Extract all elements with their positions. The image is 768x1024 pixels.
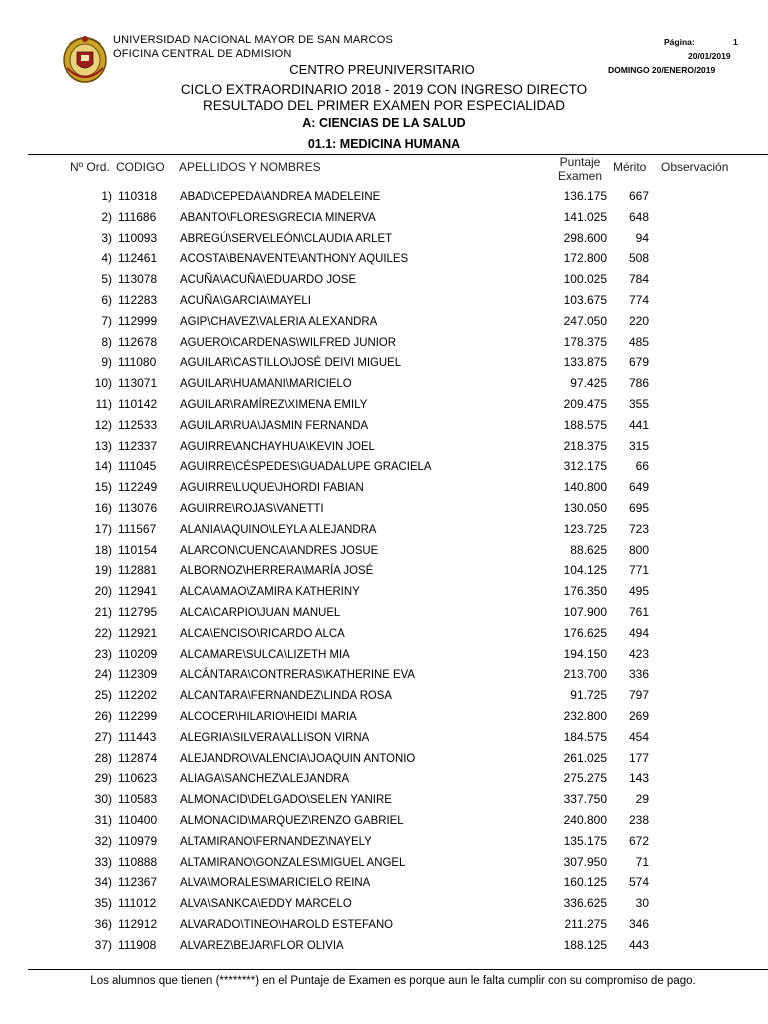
row-merit: 336 bbox=[628, 667, 649, 682]
row-name: AGUERO\CARDENAS\WILFRED JUNIOR bbox=[180, 334, 396, 349]
table-row bbox=[0, 186, 768, 207]
row-merit: 177 bbox=[628, 750, 649, 765]
row-code: 110093 bbox=[118, 230, 158, 245]
row-score: 172.800 bbox=[563, 251, 607, 266]
row-name: ALVARADO\TINEO\HAROLD ESTEFANO bbox=[180, 917, 394, 931]
page-number: 1 bbox=[733, 37, 738, 47]
row-ord: 14) bbox=[94, 459, 112, 474]
row-name: AGUIRRE\CÉSPEDES\GUADALUPE GRACIELA bbox=[180, 459, 432, 474]
row-name: AGUILAR\RUA\JASMIN FERNANDA bbox=[180, 417, 369, 432]
row-score: 140.800 bbox=[563, 480, 607, 495]
row-score: 213.700 bbox=[563, 667, 607, 682]
row-name: ALCA\CARPIO\JUAN MANUEL bbox=[180, 605, 341, 619]
row-name: ALCÁNTARA\CONTRERAS\KATHERINE EVA bbox=[180, 667, 416, 682]
row-code: 112533 bbox=[118, 417, 158, 432]
row-ord: 4) bbox=[101, 251, 112, 266]
row-code: 112941 bbox=[118, 584, 158, 599]
table-row bbox=[0, 768, 768, 789]
row-code: 110888 bbox=[118, 854, 158, 869]
row-merit: 238 bbox=[628, 813, 649, 827]
row-name: ALEJANDRO\VALENCIA\JOAQUIN ANTONIO bbox=[180, 750, 416, 765]
table-row bbox=[0, 415, 768, 436]
col-merit-header: Mérito bbox=[613, 160, 647, 174]
row-score: 107.900 bbox=[563, 605, 607, 619]
row-code: 112874 bbox=[118, 750, 158, 765]
table-row bbox=[0, 914, 768, 935]
row-name: ALCANTARA\FERNANDEZ\LINDA ROSA bbox=[180, 688, 392, 703]
row-merit: 784 bbox=[628, 272, 649, 287]
row-merit: 667 bbox=[628, 189, 649, 203]
row-ord: 12) bbox=[94, 417, 112, 432]
header-divider bbox=[28, 154, 768, 155]
row-name: ACUÑA\ACUÑA\EDUARDO JOSE bbox=[180, 272, 357, 287]
row-ord: 19) bbox=[94, 563, 112, 578]
col-code-header: CODIGO bbox=[116, 160, 165, 174]
table-row bbox=[0, 311, 768, 332]
row-merit: 441 bbox=[628, 417, 649, 432]
row-merit: 723 bbox=[628, 521, 649, 536]
row-code: 112309 bbox=[118, 667, 158, 682]
center-name: CENTRO PREUNIVERSITARIO bbox=[289, 62, 475, 77]
row-score: 141.025 bbox=[563, 209, 607, 224]
table-row bbox=[0, 498, 768, 519]
row-merit: 315 bbox=[628, 438, 649, 453]
row-code: 111045 bbox=[118, 459, 157, 474]
row-merit: 679 bbox=[628, 355, 649, 370]
table-row bbox=[0, 872, 768, 893]
cycle-title: CICLO EXTRAORDINARIO 2018 - 2019 CON INGRESO DIRECTO bbox=[180, 82, 588, 97]
row-ord: 34) bbox=[94, 875, 112, 890]
row-score: 188.125 bbox=[563, 937, 607, 952]
row-name: ALTAMIRANO\FERNANDEZ\NAYELY bbox=[180, 833, 372, 848]
col-ord-header: Nº Ord. bbox=[70, 160, 110, 174]
row-merit: 220 bbox=[628, 313, 649, 328]
row-ord: 20) bbox=[94, 584, 112, 599]
row-code: 112678 bbox=[118, 334, 158, 349]
row-code: 110154 bbox=[118, 542, 158, 557]
row-name: AGUIRRE\ANCHAYHUA\KEVIN JOEL bbox=[180, 438, 375, 453]
row-merit: 648 bbox=[628, 209, 649, 224]
row-score: 104.125 bbox=[563, 563, 607, 578]
row-code: 112249 bbox=[118, 480, 158, 495]
row-name: AGUILAR\HUAMANI\MARICIELO bbox=[180, 376, 352, 391]
row-code: 112912 bbox=[118, 917, 158, 931]
row-code: 110142 bbox=[118, 397, 158, 411]
row-code: 111443 bbox=[118, 729, 157, 744]
row-name: ALBORNOZ\HERRERA\MARÍA JOSÉ bbox=[180, 563, 374, 578]
row-merit: 774 bbox=[628, 293, 649, 307]
row-merit: 346 bbox=[628, 917, 649, 931]
area-title: A: CIENCIAS DE LA SALUD bbox=[302, 116, 466, 130]
row-score: 123.725 bbox=[563, 521, 607, 536]
specialty-title: 01.1: MEDICINA HUMANA bbox=[307, 137, 461, 151]
row-name: AGUILAR\RAMÍREZ\XIMENA EMILY bbox=[180, 397, 368, 411]
row-score: 337.750 bbox=[563, 792, 607, 807]
table-row bbox=[0, 748, 768, 769]
row-score: 135.175 bbox=[563, 833, 607, 848]
row-score: 160.125 bbox=[563, 875, 607, 890]
table-row bbox=[0, 290, 768, 311]
row-score: 211.275 bbox=[564, 917, 607, 931]
row-name: ABANTO\FLORES\GRECIA MINERVA bbox=[180, 209, 376, 224]
row-name: ALCAMARE\SULCA\LIZETH MIA bbox=[180, 646, 350, 661]
row-ord: 3) bbox=[101, 230, 112, 245]
row-name: AGUILAR\CASTILLO\JOSÉ DEIVI MIGUEL bbox=[180, 355, 402, 370]
col-score-header-line1: Puntaje bbox=[559, 155, 601, 169]
row-score: 336.625 bbox=[563, 896, 607, 911]
row-ord: 33) bbox=[94, 854, 112, 869]
table-row bbox=[0, 789, 768, 810]
row-code: 110400 bbox=[118, 813, 158, 827]
row-code: 113071 bbox=[118, 376, 158, 391]
row-score: 307.950 bbox=[563, 854, 607, 869]
row-name: ALMONACID\DELGADO\SELEN YANIRE bbox=[180, 792, 392, 807]
table-row bbox=[0, 228, 768, 249]
table-row bbox=[0, 852, 768, 873]
payment-footnote: Los alumnos que tienen (********) en el Puntaje de Examen es porque aun le falta cumplir con su compromiso de pago. bbox=[90, 975, 696, 987]
table-row bbox=[0, 560, 768, 581]
row-name: ALCOCER\HILARIO\HEIDI MARIA bbox=[180, 709, 357, 723]
col-observation-header: Observación bbox=[661, 160, 729, 174]
table-row bbox=[0, 893, 768, 914]
row-merit: 495 bbox=[628, 584, 649, 599]
table-row bbox=[0, 644, 768, 665]
row-ord: 13) bbox=[94, 438, 112, 453]
table-row bbox=[0, 332, 768, 353]
row-code: 112999 bbox=[118, 313, 158, 328]
row-ord: 36) bbox=[94, 917, 112, 931]
row-merit: 761 bbox=[628, 605, 649, 619]
row-code: 112367 bbox=[118, 875, 158, 890]
row-merit: 800 bbox=[628, 542, 649, 557]
row-code: 112881 bbox=[118, 563, 158, 578]
table-row bbox=[0, 394, 768, 415]
table-row bbox=[0, 519, 768, 540]
row-score: 136.175 bbox=[563, 189, 607, 203]
col-score-header-line2: Examen bbox=[557, 169, 603, 183]
row-score: 218.375 bbox=[563, 438, 607, 453]
row-ord: 35) bbox=[94, 896, 112, 911]
row-merit: 649 bbox=[628, 480, 649, 495]
row-merit: 30 bbox=[635, 896, 649, 911]
table-row bbox=[0, 248, 768, 269]
row-merit: 771 bbox=[628, 563, 649, 578]
row-ord: 16) bbox=[94, 501, 112, 515]
row-name: ABAD\CEPEDA\ANDREA MADELEINE bbox=[180, 189, 381, 203]
table-row bbox=[0, 831, 768, 852]
table-row bbox=[0, 935, 768, 956]
row-name: AGUIRRE\ROJAS\VANETTI bbox=[180, 501, 324, 515]
row-name: ALVA\SANKCA\EDDY MARCELO bbox=[180, 896, 352, 911]
row-code: 110318 bbox=[118, 189, 158, 203]
row-score: 275.275 bbox=[563, 771, 607, 786]
result-title: RESULTADO DEL PRIMER EXAMEN POR ESPECIALIDAD bbox=[202, 98, 566, 113]
row-merit: 143 bbox=[628, 771, 649, 786]
row-name: ALMONACID\MARQUEZ\RENZO GABRIEL bbox=[180, 813, 404, 827]
table-row bbox=[0, 352, 768, 373]
row-score: 178.375 bbox=[563, 334, 607, 349]
row-code: 112795 bbox=[118, 605, 158, 619]
row-name: ALVA\MORALES\MARICIELO REINA bbox=[180, 875, 371, 890]
row-merit: 71 bbox=[635, 854, 649, 869]
row-score: 88.625 bbox=[570, 542, 607, 557]
row-ord: 37) bbox=[94, 937, 112, 952]
row-merit: 423 bbox=[628, 646, 649, 661]
row-name: ALVAREZ\BEJAR\FLOR OLIVIA bbox=[180, 937, 344, 952]
row-code: 112299 bbox=[118, 709, 158, 723]
row-merit: 574 bbox=[628, 875, 649, 890]
row-name: ALEGRIA\SILVERA\ALLISON VIRNA bbox=[180, 729, 370, 744]
row-code: 111080 bbox=[118, 355, 157, 370]
row-ord: 11) bbox=[95, 397, 112, 411]
row-ord: 30) bbox=[94, 792, 112, 807]
row-score: 312.175 bbox=[563, 459, 607, 474]
row-ord: 1) bbox=[101, 189, 112, 203]
row-name: ACUÑA\GARCIA\MAYELI bbox=[180, 293, 311, 307]
row-merit: 508 bbox=[628, 251, 649, 266]
row-ord: 24) bbox=[94, 667, 112, 682]
row-score: 100.025 bbox=[563, 272, 607, 287]
row-name: AGUIRRE\LUQUE\JHORDI FABIAN bbox=[180, 480, 364, 495]
row-merit: 485 bbox=[628, 334, 649, 349]
row-score: 209.475 bbox=[563, 397, 607, 411]
row-score: 130.050 bbox=[563, 501, 607, 515]
row-code: 113076 bbox=[118, 501, 158, 515]
table-row bbox=[0, 477, 768, 498]
office-name: OFICINA CENTRAL DE ADMISION bbox=[113, 48, 292, 60]
row-ord: 7) bbox=[101, 313, 112, 328]
table-row bbox=[0, 685, 768, 706]
table-row bbox=[0, 207, 768, 228]
report-day-date: DOMINGO 20/ENERO/2019 bbox=[608, 65, 716, 75]
row-merit: 443 bbox=[628, 937, 649, 952]
table-row bbox=[0, 727, 768, 748]
row-merit: 29 bbox=[635, 792, 649, 807]
row-merit: 355 bbox=[628, 397, 649, 411]
table-row bbox=[0, 664, 768, 685]
row-ord: 15) bbox=[94, 480, 112, 495]
row-ord: 6) bbox=[101, 293, 112, 307]
row-name: ALARCON\CUENCA\ANDRES JOSUE bbox=[180, 542, 379, 557]
row-ord: 8) bbox=[101, 334, 112, 349]
row-score: 298.600 bbox=[563, 230, 607, 245]
row-code: 111686 bbox=[118, 209, 157, 224]
row-name: ABREGÚ\SERVELEÓN\CLAUDIA ARLET bbox=[180, 230, 393, 245]
row-code: 112202 bbox=[118, 688, 158, 703]
row-score: 232.800 bbox=[563, 709, 607, 723]
row-merit: 94 bbox=[635, 230, 649, 245]
row-code: 111012 bbox=[118, 896, 157, 911]
row-score: 188.575 bbox=[563, 417, 607, 432]
row-code: 112283 bbox=[118, 293, 158, 307]
table-row bbox=[0, 810, 768, 831]
row-ord: 18) bbox=[94, 542, 112, 557]
row-ord: 2) bbox=[101, 209, 112, 224]
row-score: 103.675 bbox=[563, 293, 607, 307]
table-row bbox=[0, 436, 768, 457]
row-name: ACOSTA\BENAVENTE\ANTHONY AQUILES bbox=[180, 251, 409, 266]
row-code: 110583 bbox=[118, 792, 158, 807]
row-name: ALTAMIRANO\GONZALES\MIGUEL ANGEL bbox=[180, 854, 406, 869]
row-code: 112461 bbox=[118, 251, 158, 266]
table-row bbox=[0, 706, 768, 727]
table-row bbox=[0, 602, 768, 623]
row-ord: 10) bbox=[94, 376, 112, 391]
page-label: Página: bbox=[664, 37, 695, 47]
row-score: 184.575 bbox=[563, 729, 607, 744]
row-ord: 9) bbox=[101, 355, 112, 370]
row-code: 111908 bbox=[118, 937, 157, 952]
row-merit: 269 bbox=[628, 709, 649, 723]
row-code: 111567 bbox=[118, 521, 157, 536]
row-score: 176.625 bbox=[563, 625, 607, 640]
row-ord: 26) bbox=[94, 709, 112, 723]
row-merit: 797 bbox=[628, 688, 649, 703]
row-name: ALCA\AMAO\ZAMIRA KATHERINY bbox=[180, 584, 360, 599]
row-merit: 786 bbox=[628, 376, 649, 391]
row-score: 247.050 bbox=[563, 313, 607, 328]
col-names-header: APELLIDOS Y NOMBRES bbox=[179, 160, 321, 174]
row-code: 110979 bbox=[118, 833, 158, 848]
row-score: 176.350 bbox=[563, 584, 607, 599]
row-merit: 672 bbox=[628, 833, 649, 848]
footer-divider bbox=[28, 969, 768, 970]
row-ord: 27) bbox=[94, 729, 112, 744]
row-code: 113078 bbox=[118, 272, 158, 287]
row-ord: 5) bbox=[101, 272, 112, 287]
row-name: AGIP\CHAVEZ\VALERIA ALEXANDRA bbox=[180, 313, 378, 328]
report-date: 20/01/2019 bbox=[688, 51, 731, 61]
row-merit: 454 bbox=[628, 729, 649, 744]
row-ord: 25) bbox=[94, 688, 112, 703]
row-ord: 17) bbox=[94, 521, 112, 536]
row-score: 261.025 bbox=[563, 750, 607, 765]
row-name: ALIAGA\SANCHEZ\ALEJANDRA bbox=[180, 771, 350, 786]
row-score: 194.150 bbox=[563, 646, 607, 661]
row-code: 110209 bbox=[118, 646, 158, 661]
row-code: 112337 bbox=[118, 438, 158, 453]
row-merit: 695 bbox=[628, 501, 649, 515]
row-name: ALCA\ENCISO\RICARDO ALCA bbox=[180, 625, 345, 640]
institution-name: UNIVERSIDAD NACIONAL MAYOR DE SAN MARCOS bbox=[113, 34, 393, 46]
table-row bbox=[0, 623, 768, 644]
row-ord: 32) bbox=[94, 833, 112, 848]
table-row bbox=[0, 269, 768, 290]
table-row bbox=[0, 373, 768, 394]
row-score: 91.725 bbox=[570, 688, 607, 703]
row-ord: 31) bbox=[94, 813, 112, 827]
row-score: 97.425 bbox=[570, 376, 607, 391]
row-ord: 23) bbox=[94, 646, 112, 661]
row-score: 133.875 bbox=[563, 355, 607, 370]
row-name: ALANIA\AQUINO\LEYLA ALEJANDRA bbox=[180, 521, 377, 536]
row-ord: 29) bbox=[94, 771, 112, 786]
row-ord: 21) bbox=[94, 605, 112, 619]
row-code: 112921 bbox=[118, 625, 158, 640]
table-row bbox=[0, 456, 768, 477]
row-merit: 494 bbox=[628, 625, 649, 640]
row-merit: 66 bbox=[635, 459, 649, 474]
table-row bbox=[0, 581, 768, 602]
row-ord: 28) bbox=[94, 750, 112, 765]
table-row bbox=[0, 540, 768, 561]
row-score: 240.800 bbox=[563, 813, 607, 827]
row-ord: 22) bbox=[94, 625, 112, 640]
row-code: 110623 bbox=[118, 771, 158, 786]
